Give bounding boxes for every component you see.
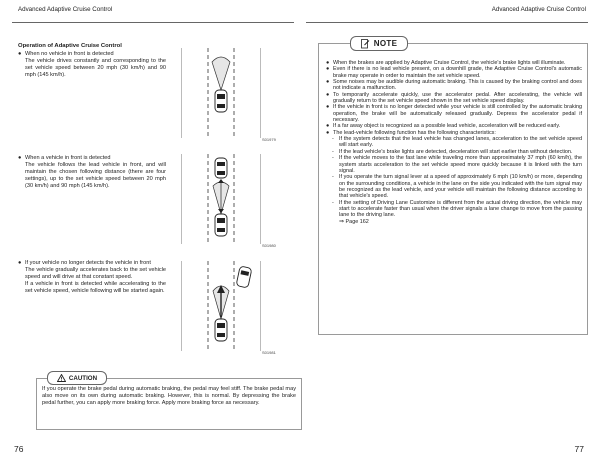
item-text-2: If a vehicle in front is detected while accelerating to the set vehicle speed, vehicle following will be started again. [25, 281, 166, 295]
caution-label: CAUTION [68, 374, 98, 382]
right-page-number: 77 [574, 444, 584, 454]
right-running-head: Advanced Adaptive Cruise Control [491, 6, 586, 13]
left-header-rule [12, 22, 294, 23]
left-running-head: Advanced Adaptive Cruise Control [18, 6, 113, 13]
note-sub-text: If the lead vehicle's brake lights are detected, deceleration will start earlier than without detection. [339, 148, 573, 155]
note-sub-item [326, 200, 582, 219]
note-text: If a far away object is recognized as a possible lead vehicle, acceleration will be reduced early. [333, 123, 561, 130]
note-sub-text: If the system detects that the lead vehicle has changed lanes, acceleration to the set vehicle speed will start early. [339, 136, 582, 149]
caution-header [47, 371, 107, 385]
note-text: If the vehicle in front is no longer detected while your vehicle is still controlled by the automatic braking operation, the brake will be automatically released gradually. Depress the accelerator pedal if necessary. [333, 104, 582, 124]
bullet-dot: ● [326, 66, 330, 73]
bullet-vehicle-detected [18, 155, 166, 162]
bullet-no-longer-detects [18, 260, 166, 267]
bullet-heading: When a vehicle in front is detected [25, 155, 111, 161]
left-section-2 [18, 155, 166, 190]
bullet-dot: ● [326, 60, 330, 66]
vehicle-rear-window [217, 228, 225, 232]
vehicle-windshield [217, 94, 225, 99]
own-vehicle [215, 90, 227, 112]
note-label: NOTE [373, 39, 398, 48]
bullet-dot: ● [326, 123, 330, 130]
note-item [326, 92, 582, 105]
bullet-heading: When no vehicle in front is detected [25, 51, 114, 58]
right-header-rule [306, 22, 588, 23]
own-vehicle [215, 214, 227, 236]
note-text: When the brakes are applied by Adaptive Cruise Control, the vehicle's brake lights will illuminate. [333, 60, 566, 66]
distance-arrow-down [218, 209, 224, 213]
bullet-dot: ● [326, 91, 330, 98]
figure-code-1: S01979 [262, 137, 276, 142]
distance-arrow-up [218, 179, 224, 183]
note-item [326, 79, 582, 92]
caution-text: If you operate the brake pedal during automatic braking, the pedal may feel stiff. The brake pedal may also move on its own during automatic braking. However, this is normal. By depressing the brake pedal further, you can apply more braking force. Apply more braking force as necessary. [42, 386, 296, 406]
diagram-svg [182, 261, 260, 351]
bullet-dot: ● [18, 260, 22, 266]
bullet-heading: If your vehicle no longer detects the vehicle in front [25, 260, 151, 266]
radar-beam [212, 57, 230, 90]
note-sub-item [326, 155, 582, 174]
note-sub-item [326, 174, 582, 199]
bullet-no-vehicle [18, 51, 166, 58]
bullet-dot: ● [326, 129, 330, 136]
note-sub-text: If the vehicle moves to the fast lane while traveling more than approximately 37 mph (60 km/h), the system starts acceleration to the set vehicle speed more quickly because it is linked with the turn signal. [339, 155, 582, 174]
arrow-right-icon: ⇒ [339, 218, 345, 225]
note-text: Even if there is no lead vehicle present, on a downhill grade, the Adaptive Cruise Control's automatic brake may operate in order to maintain the set vehicle speed. [333, 66, 582, 79]
note-header [350, 36, 408, 51]
figure-code-2: S01980 [262, 243, 276, 248]
note-item [326, 104, 582, 123]
diagram-svg [182, 48, 260, 138]
own-vehicle [215, 319, 227, 341]
dash-marker: - [332, 174, 334, 181]
note-sub-text: If the setting of Driving Lane Customize is different from the actual driving direction, the vehicle may start to accelerate faster than usual when the driver signals a lane change to move from the passing lane to the driving lane. [339, 199, 582, 219]
figure-code-3: S01981 [262, 350, 276, 355]
bullet-dot: ● [326, 79, 330, 86]
warning-triangle-icon [57, 374, 66, 382]
note-sub-text: If you operate the turn signal lever at a speed of approximately 6 mph (10 km/h) or more, depending on the surrounding conditions, a vehicle in the lane on the side you indicated with the turn signal may be recognized as the lead vehicle, and your vehicle will maintain the following distance according to that vehicle's speed. [339, 174, 582, 200]
lead-vehicle-changing-lane [236, 266, 252, 288]
diagram-no-longer-detects [181, 261, 261, 351]
vehicle-windshield [217, 323, 225, 328]
item-text: The vehicle follows the lead vehicle in front, and will maintain the chosen following distance (there are four settings), up to the set vehicle speed between 20 mph (30 km/h) and 90 mph (145 km/h). [25, 162, 166, 190]
note-text: To temporarily accelerate quickly, use the accelerator pedal. After accelerating, the vehicle will gradually return to the set vehicle speed shown in the set vehicle speed display. [333, 91, 582, 105]
item-text: The vehicle drives constantly and corresponding to the set vehicle speed between 20 mph (30 km/h) and 90 mph (145 km/h). [25, 58, 166, 79]
vehicle-rear-window [217, 104, 225, 108]
bullet-dot: ● [18, 51, 22, 58]
note-pencil-icon [361, 39, 370, 49]
left-page-number: 76 [14, 444, 24, 454]
vehicle-rear-window [217, 171, 225, 175]
dash-marker: - [332, 155, 334, 162]
note-text: Some noises may be audible during automatic braking. This is caused by the braking control and does not indicate a malfunction. [333, 79, 582, 92]
note-sub-item [326, 136, 582, 149]
diagram-no-vehicle [181, 48, 261, 138]
dash-marker: - [332, 199, 334, 206]
page-reference-link[interactable]: Page 162 [345, 218, 369, 225]
dash-marker: - [332, 136, 334, 143]
vehicle-rear-window [217, 333, 225, 337]
bullet-dot: ● [326, 104, 330, 111]
page-reference[interactable] [326, 219, 582, 225]
section-title: Operation of Adaptive Cruise Control [18, 43, 122, 49]
vehicle-windshield [217, 162, 225, 166]
vehicle-windshield [217, 218, 225, 223]
left-section-3 [18, 260, 166, 295]
dash-marker: - [332, 148, 334, 155]
note-body [326, 60, 582, 225]
bullet-dot: ● [18, 155, 22, 161]
item-text: The vehicle gradually accelerates back to the set vehicle speed and will drive at that constant speed. [25, 267, 166, 281]
diagram-vehicle-detected [181, 154, 261, 244]
note-item [326, 66, 582, 79]
note-text: The lead-vehicle following function has the following characteristics: [333, 129, 496, 136]
diagram-svg [182, 154, 260, 244]
left-section-1 [18, 43, 166, 79]
